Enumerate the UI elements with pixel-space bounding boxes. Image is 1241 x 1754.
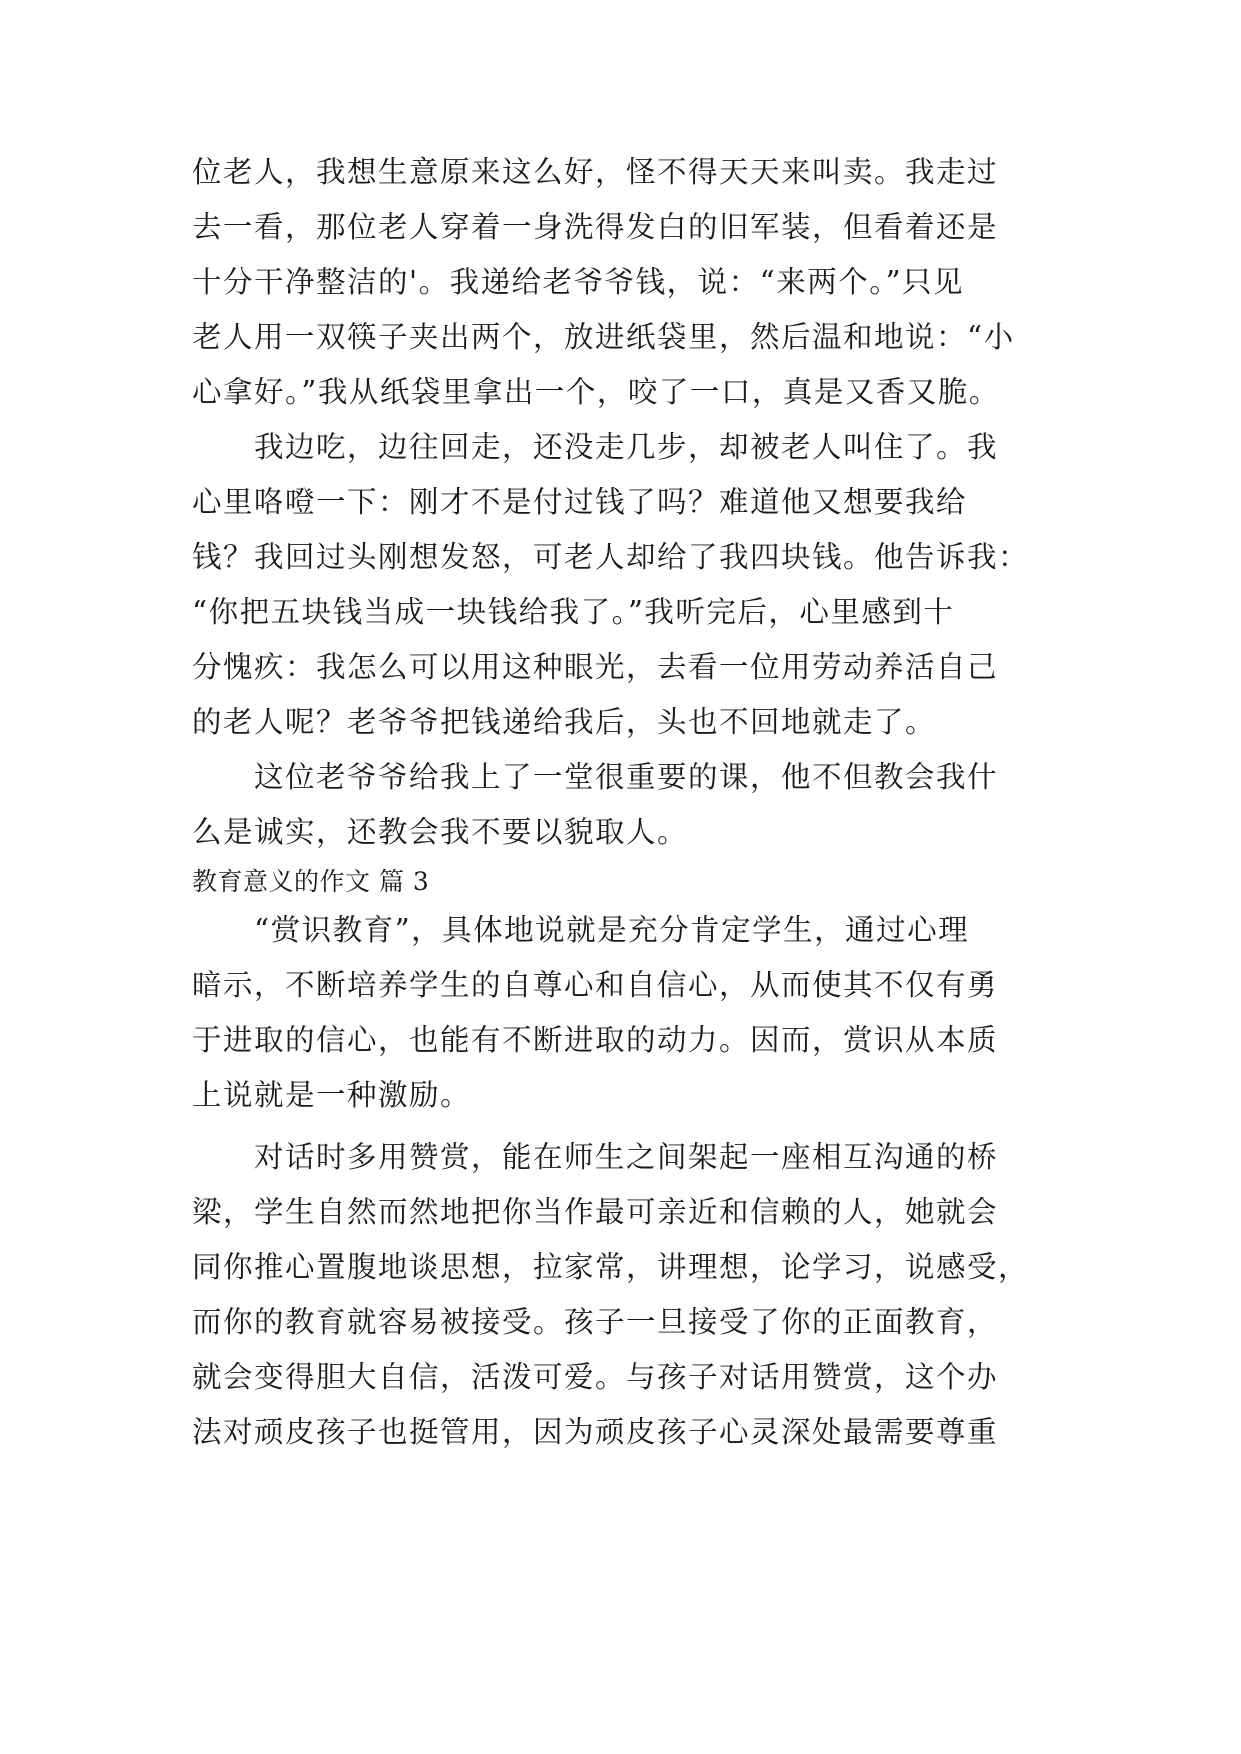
text-line: 这位老爷爷给我上了一堂很重要的课，他不但教会我什 [192, 760, 999, 794]
text-line: 分愧疚：我怎么可以用这种眼光，去看一位用劳动养活自己 [192, 650, 999, 684]
text-line: 钱？我回过头刚想发怒，可老人却给了我四块钱。他告诉我： [192, 540, 1030, 574]
text-line: 上说就是一种激励。 [192, 1078, 472, 1112]
text-line: 我边吃，边往回走，还没走几步，却被老人叫住了。我 [192, 430, 999, 464]
text-line: 暗示，不断培养学生的自尊心和自信心，从而使其不仅有勇 [192, 968, 999, 1002]
text-line: 而你的教育就容易被接受。孩子一旦接受了你的正面教育， [192, 1305, 999, 1339]
text-line: 于进取的信心，也能有不断进取的动力。因而，赏识从本质 [192, 1023, 999, 1057]
text-line: “你把五块钱当成一块钱给我了。”我听完后，心里感到十 [192, 595, 955, 629]
text-line: 法对顽皮孩子也挺管用，因为顽皮孩子心灵深处最需要尊重 [192, 1415, 999, 1449]
text-line: “赏识教育”，具体地说就是充分肯定学生，通过心理 [192, 913, 970, 947]
text-line: 就会变得胆大自信，活泼可爱。与孩子对话用赞赏，这个办 [192, 1360, 999, 1394]
text-line: 心里咯噔一下：刚才不是付过钱了吗？难道他又想要我给 [192, 485, 968, 519]
text-line: 梁，学生自然而然地把你当作最可亲近和信赖的人，她就会 [192, 1195, 999, 1229]
text-line: 十分干净整洁的'。我递给老爷爷钱，说：“来两个。”只见 [192, 265, 965, 299]
text-line: 同你推心置腹地谈思想，拉家常，讲理想，论学习，说感受， [192, 1250, 1030, 1284]
section-heading: 教育意义的作文 篇 3 [192, 867, 430, 896]
text-line: 老人用一双筷子夹出两个，放进纸袋里，然后温和地说：“小 [192, 320, 1015, 354]
text-line: 对话时多用赞赏，能在师生之间架起一座相互沟通的桥 [192, 1140, 999, 1174]
text-line: 心拿好。”我从纸袋里拿出一个，咬了一口，真是又香又脆。 [192, 375, 1000, 409]
text-line: 去一看，那位老人穿着一身洗得发白的旧军装，但看着还是 [192, 210, 999, 244]
text-line: 位老人，我想生意原来这么好，怪不得天天来叫卖。我走过 [192, 155, 999, 189]
text-line: 么是诚实，还教会我不要以貌取人。 [192, 815, 689, 849]
text-line: 的老人呢？老爷爷把钱递给我后，头也不回地就走了。 [192, 705, 937, 739]
